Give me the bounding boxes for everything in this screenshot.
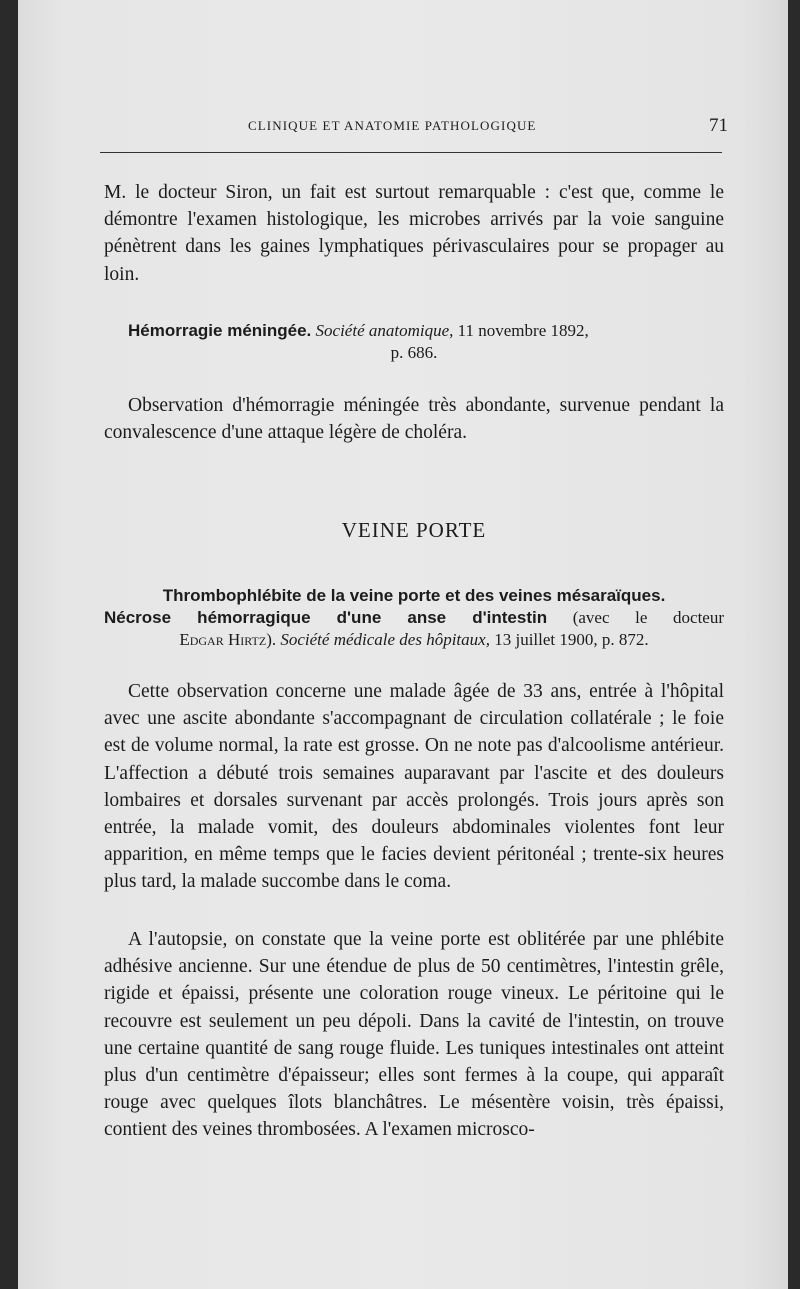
running-head: CLINIQUE ET ANATOMIE PATHOLOGIQUE xyxy=(248,118,537,133)
body-paragraph-1: Cette observation concerne une malade âgée de 33 ans, entrée à l'hôpital avec une ascite abondante s'accompagnant de circulation collatérale ; le foie est de volume normal, la rate est grosse. On ne note pas d'alcoolisme antérieur. L'affection a débuté trois semaines auparavant par l'ascite et des douleurs lombaires et dorsales survenant par accès prolongés. Trois jours après son entrée, la malade vomit, des douleurs abdominales violentes font leur apparition, en même temps que le facies devient péritonéal ; trente-six heures plus tard, la malade succombe dans le coma. xyxy=(104,681,724,893)
entry2-title-line1: Thrombophlébite de la veine porte et des veines mésaraïques. xyxy=(162,586,666,605)
header-rule xyxy=(100,152,722,153)
body-paragraph-2: A l'autopsie, on constate que la veine porte est oblitérée par une phlébite adhésive ancienne. Sur une étendue de plus de 50 centimètres, l'intestin grêle, rigide et épaissi, présente une coloration rouge vineux. Le péritoine qui le recouvre est seulement un peu dépoli. Dans la cavité de l'intestin, on trouve une certaine quantité de sang rouge fluide. Les tuniques intestinales ont atteint plus d'un centimètre d'épaisseur; elles sont fermes à la coupe, qui apparaît rouge avec quelques îlots blanchâtres. Le mésentère voisin, très épaissi, contient des veines thrombosées. A l'examen microsco- xyxy=(104,929,724,1141)
entry2-source: Société médicale des hôpitaux, xyxy=(280,630,490,649)
entry-hemorragie xyxy=(104,320,724,364)
section-title: VEINE PORTE xyxy=(341,518,487,542)
intro-paragraph: M. le docteur Siron, un fait est surtout remarquable : c'est que, comme le démontre l'examen histologique, les microbes arrivés par la voie sanguine pénètrent dans les gaines lymphatiques périvasculaires pour se propager au loin. xyxy=(104,182,724,285)
entry-source: Société anatomique, xyxy=(315,321,454,340)
page-number: 71 xyxy=(709,115,728,136)
entry-pages: p. 686. xyxy=(390,343,438,362)
entry2-with: (avec le docteur xyxy=(572,608,724,627)
entry-title: Hémorragie méningée. xyxy=(128,321,312,340)
page-header xyxy=(104,116,728,140)
entry2-title-line2: Nécrose hémorragique d'une anse d'intestin xyxy=(104,608,548,627)
entry-thrombophlebite xyxy=(104,585,724,651)
entry2-date: 13 juillet 1900, p. 872. xyxy=(494,630,649,649)
entry-date: 11 novembre 1892, xyxy=(457,321,589,340)
entry2-author: Edgar Hirtz). xyxy=(179,630,277,649)
entry1-paragraph: Observation d'hémorragie méningée très abondante, survenue pendant la convalescence d'une attaque légère de choléra. xyxy=(104,395,724,444)
book-page xyxy=(18,0,788,1289)
